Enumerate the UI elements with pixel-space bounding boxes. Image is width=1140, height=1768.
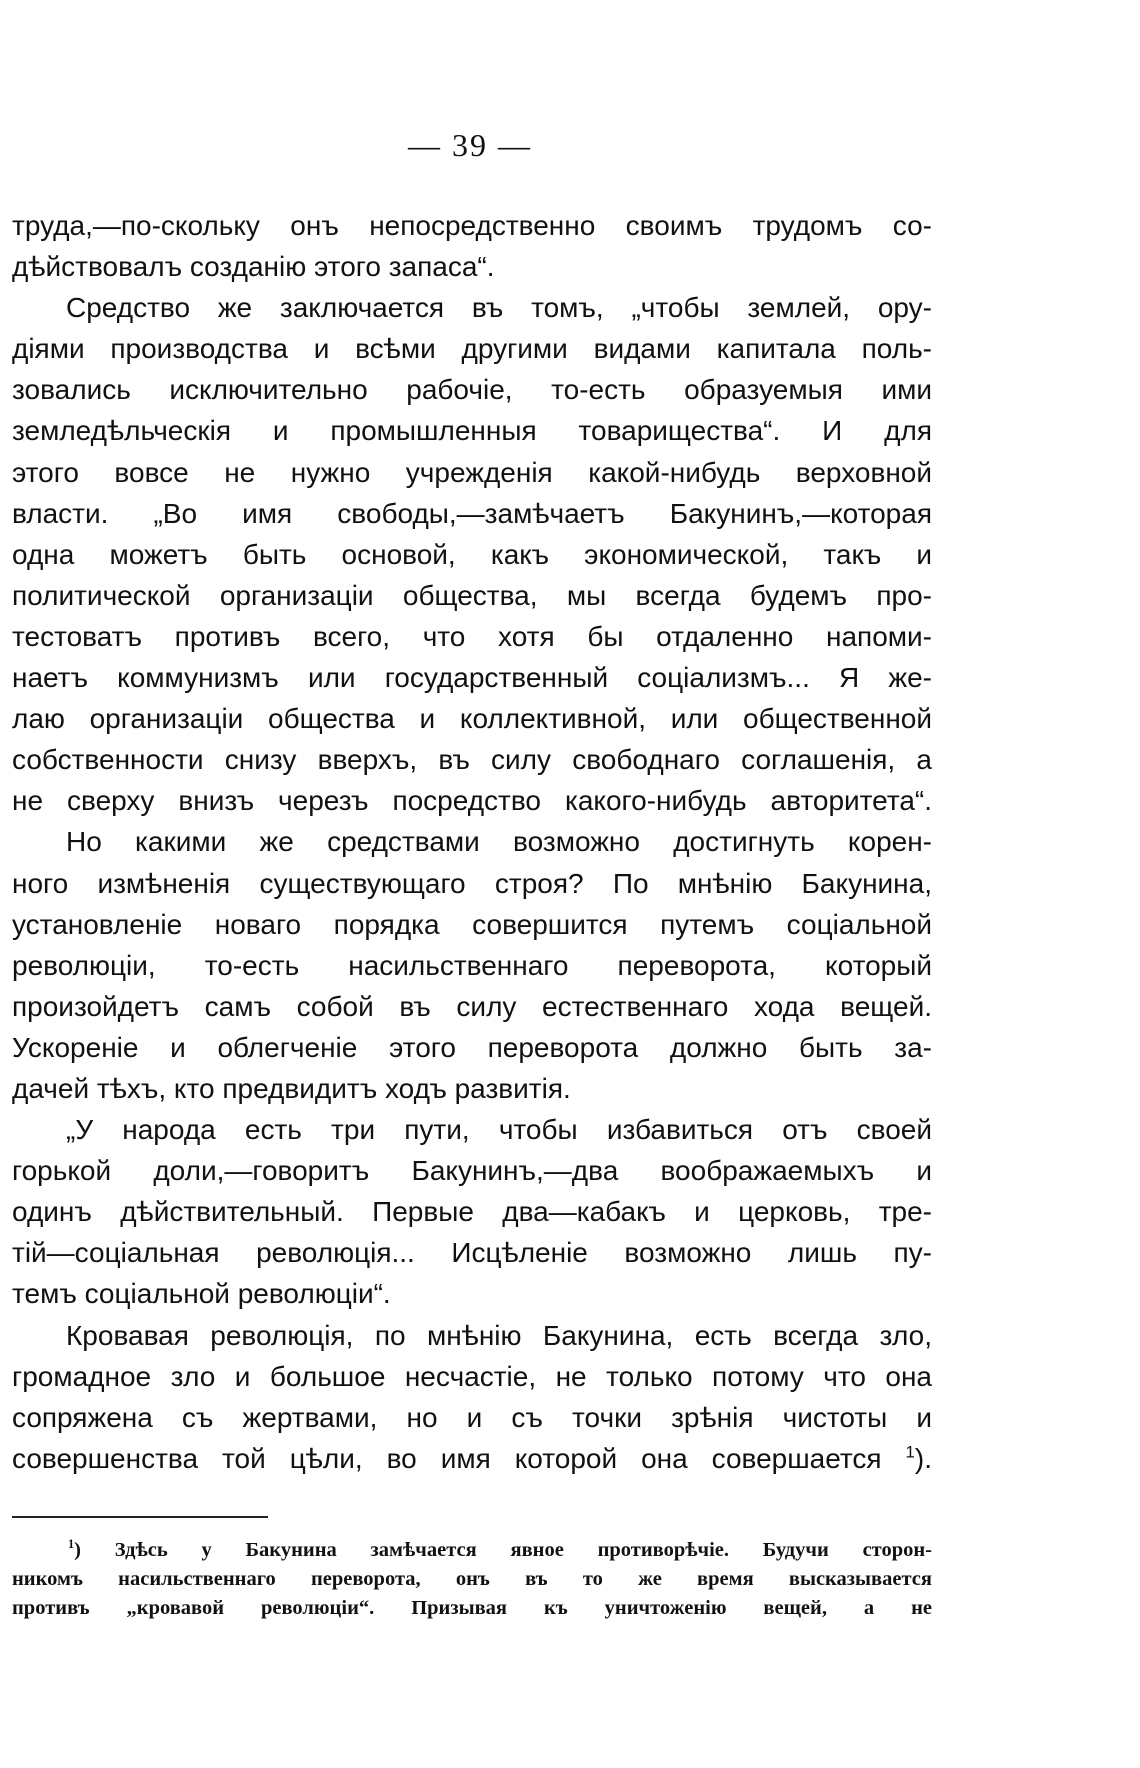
- text-line: горькой доли,—говоритъ Бакунинъ,—два воображаемыхъ и: [12, 1155, 932, 1187]
- paragraph-2: [12, 287, 932, 821]
- text-line: власти. „Во имя свободы,—замѣчаетъ Бакунинъ,—которая: [12, 497, 932, 529]
- footnote-marker-suffix: ): [74, 1539, 81, 1561]
- text-line: дачей тѣхъ, кто предвидитъ ходъ развитія.: [12, 1072, 571, 1104]
- paragraph-4: [12, 1109, 932, 1314]
- text-line-content: совершенства той цѣли, во имя которой она совершается: [12, 1442, 882, 1474]
- text-line: Ускореніе и облегченіе этого переворота должно быть за-: [12, 1031, 932, 1063]
- text-line: діями производства и всѣми другими видами капитала поль-: [12, 333, 932, 365]
- text-line: Но какими же средствами возможно достигнуть корен-: [66, 826, 932, 858]
- footnote-line: [12, 1536, 932, 1565]
- text-line: Средство же заключается въ томъ, „чтобы землей, ору-: [66, 292, 932, 324]
- paragraph-5: [12, 1315, 932, 1479]
- text-line: одна можетъ быть основой, какъ экономической, такъ и: [12, 538, 932, 570]
- text-line: тестоватъ противъ всего, что хотя бы отдаленно напоми-: [12, 620, 932, 652]
- text-line: установленіе новаго порядка совершится путемъ соціальной: [12, 908, 932, 940]
- text-line: земледѣльческія и промышленныя товарищества“. И для: [12, 415, 932, 447]
- text-line: зовались исключительно рабочіе, то-есть образуемыя ими: [12, 374, 932, 406]
- text-line-trailing: ).: [914, 1442, 932, 1474]
- text-line: лаю организаціи общества и коллективной, или общественной: [12, 703, 932, 735]
- text-line: тій—соціальная революція... Исцѣленіе возможно лишь пу-: [12, 1237, 932, 1269]
- footnote: [12, 1536, 932, 1623]
- body-text: [12, 205, 932, 1479]
- footnote-line: противъ „кровавой революціи“. Призывая къ уничтоженію вещей, а не: [12, 1597, 932, 1619]
- text-line: произойдетъ самъ собой въ силу естественнаго хода вещей.: [12, 990, 932, 1022]
- text-line: дѣйствовалъ созданію этого запаса“.: [12, 251, 495, 283]
- text-line: одинъ дѣйствительный. Первые два—кабакъ и церковь, тре-: [12, 1196, 932, 1228]
- footnote-line-content: Здѣсь у Бакунина замѣчается явное противорѣчіе. Будучи сторон-: [114, 1539, 933, 1561]
- text-line: политической организаціи общества, мы всегда будемъ про-: [12, 579, 932, 611]
- page-number: — 39 —: [408, 127, 532, 163]
- text-line: революціи, то-есть насильственнаго переворота, который: [12, 949, 932, 981]
- text-line: этого вовсе не нужно учрежденія какой-нибудь верховной: [12, 456, 932, 488]
- text-line: Кровавая революція, по мнѣнію Бакунина, есть всегда зло,: [66, 1319, 932, 1351]
- paragraph-1: [12, 205, 932, 287]
- text-line: ного измѣненія существующаго строя? По мнѣнію Бакунина,: [12, 867, 932, 899]
- paragraph-3: [12, 821, 932, 1109]
- footnote-divider: [12, 1516, 268, 1518]
- text-line: собственности снизу вверхъ, въ силу свободнаго соглашенія, а: [12, 744, 932, 776]
- footnote-line: никомъ насильственнаго переворота, онъ въ то же время высказывается: [12, 1568, 932, 1590]
- text-line: труда,—по-скольку онъ непосредственно своимъ трудомъ со-: [12, 210, 932, 241]
- text-line: наетъ коммунизмъ или государственный соціализмъ... Я же-: [12, 662, 932, 694]
- text-line: громадное зло и большое несчастіе, не только потому что она: [12, 1360, 932, 1392]
- text-line: сопряжена съ жертвами, но и съ точки зрѣнія чистоты и: [12, 1401, 932, 1433]
- footnote-marker: 1: [68, 1537, 75, 1552]
- text-line: [12, 1438, 932, 1479]
- text-line: „У народа есть три пути, чтобы избавиться отъ своей: [66, 1114, 932, 1146]
- text-line: темъ соціальной революціи“.: [12, 1278, 391, 1310]
- text-line: не сверху внизъ черезъ посредство какого-нибудь авторитета“.: [12, 785, 932, 817]
- footnote-reference[interactable]: 1: [905, 1442, 915, 1462]
